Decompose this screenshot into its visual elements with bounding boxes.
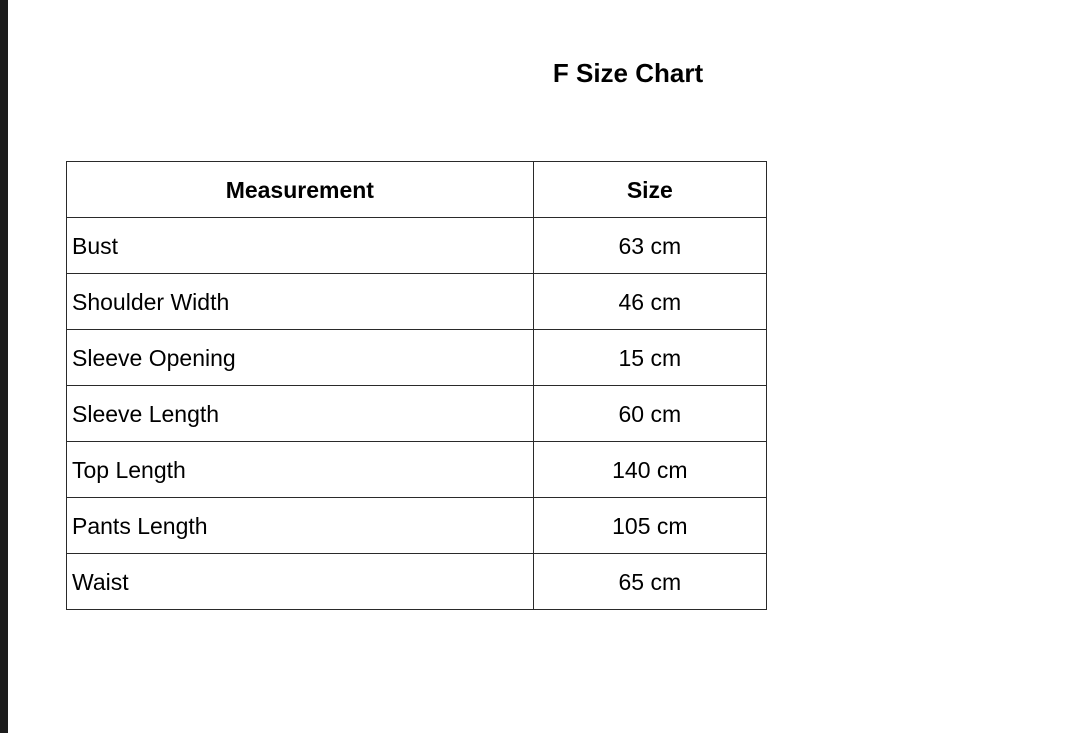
size-cell: 105 cm <box>533 498 766 554</box>
measurement-cell: Pants Length <box>67 498 534 554</box>
table-row <box>67 498 767 554</box>
size-cell: 63 cm <box>533 218 766 274</box>
table-row <box>67 554 767 610</box>
size-cell: 140 cm <box>533 442 766 498</box>
column-header-size: Size <box>533 162 766 218</box>
measurement-cell: Waist <box>67 554 534 610</box>
measurement-cell: Sleeve Opening <box>67 330 534 386</box>
document-page <box>8 0 1077 733</box>
table-row <box>67 218 767 274</box>
size-chart-table <box>66 161 767 610</box>
table-row <box>67 274 767 330</box>
table-row <box>67 442 767 498</box>
measurement-cell: Shoulder Width <box>67 274 534 330</box>
measurement-cell: Sleeve Length <box>67 386 534 442</box>
size-cell: 46 cm <box>533 274 766 330</box>
column-header-measurement: Measurement <box>67 162 534 218</box>
page-title: F Size Chart <box>552 58 704 88</box>
measurement-cell: Top Length <box>67 442 534 498</box>
size-cell: 15 cm <box>533 330 766 386</box>
table-row <box>67 330 767 386</box>
table-row <box>67 386 767 442</box>
table-header-row <box>67 162 767 218</box>
measurement-cell: Bust <box>67 218 534 274</box>
size-cell: 65 cm <box>533 554 766 610</box>
size-cell: 60 cm <box>533 386 766 442</box>
window-edge-bar <box>0 0 8 733</box>
